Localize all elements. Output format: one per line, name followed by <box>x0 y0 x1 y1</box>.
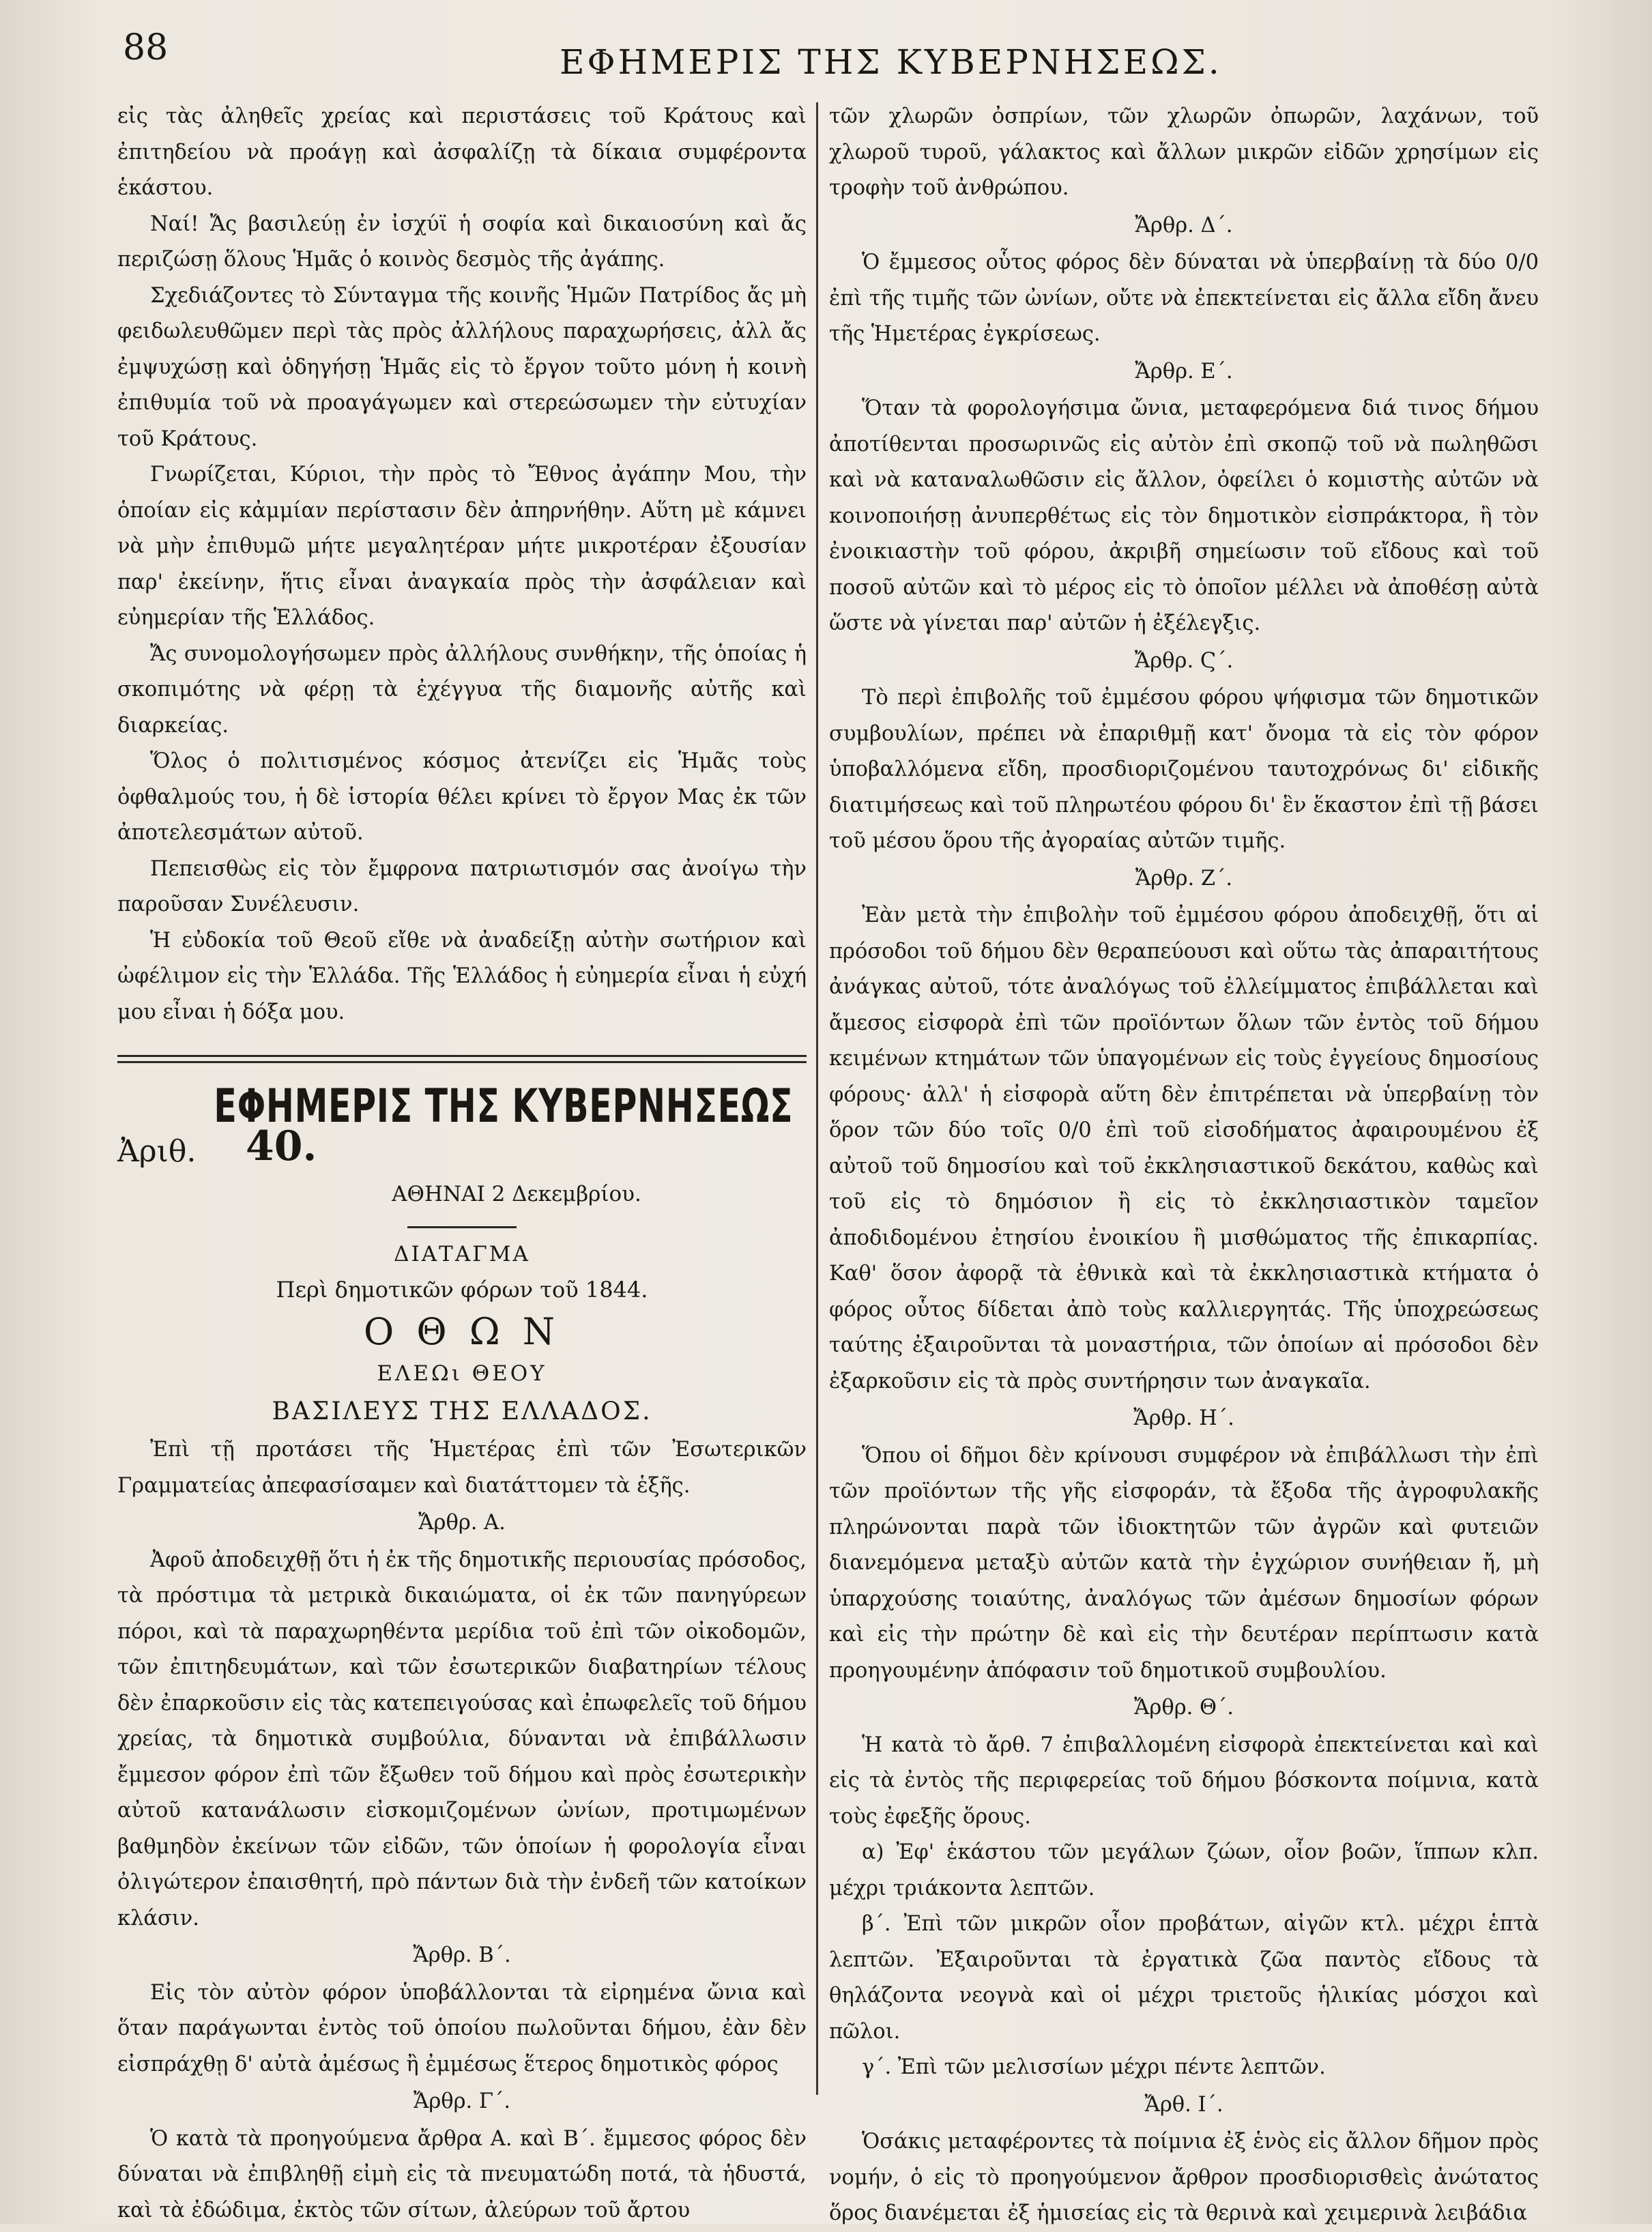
kingdom-title: ΒΑΣΙΛΕΥΣ ΤΗΣ ΕΛΛΑΔΟΣ. <box>272 1397 652 1425</box>
by-grace-of-god: ΕΛΕΩι ΘΕΟΥ <box>377 1361 547 1386</box>
date-line: ΑΘΗΝΑΙ 2 Δεκεμβρίου. <box>392 1182 641 1206</box>
preamble: Ἐπὶ τῇ προτάσει τῆς Ἡμετέρας ἐπὶ τῶν Ἐσωτερικῶν Γραμματείας ἀπεφασίσαμεν καὶ διατάττομεν τὰ ἑξῆς. <box>117 1438 807 1498</box>
list-item: γ΄. Ἐπὶ τῶν μελισσίων μέχρι πέντε λεπτῶν. <box>862 2055 1326 2079</box>
article-heading: Ἄρθρ. Α. <box>418 1511 506 1535</box>
article-heading: Ἄρθρ. Θ΄. <box>1134 1696 1234 1720</box>
article-text: Ὁ κατὰ τὰ προηγούμενα ἄρθρα Α. καὶ Β΄. ἔμμεσος φόρος δὲν δύναται νὰ ἐπιβληθῇ εἰμὴ εἰς τὰ πνευματώδη ποτά, τὰ ἡδυστά, καὶ τὰ ἐδώδιμα, ἐκτὸς τῶν σίτων, ἀλεύρων τοῦ ἄρτου <box>117 2126 807 2222</box>
list-item: α) Ἐφ' ἑκάστου τῶν μεγάλων ζώων, οἷον βοῶν, ἵππων κλπ. μέχρι τριάκοντα λεπτῶν. <box>829 1840 1539 1900</box>
page-number: 88 <box>123 27 169 68</box>
article-text: Τὸ περὶ ἐπιβολῆς τοῦ ἐμμέσου φόρου ψήφισμα τῶν δημοτικῶν συμβουλίων, πρέπει νὰ ἐπαριθμῇ κατ' ὄνομα τὰ εἰς τὸν φόρον ὑποβαλλόμενα εἴδη, προσδιοριζομένου ταυτοχρόνως δι' εἰδικῆς διατιμήσεως καὶ τοῦ πληρωτέου φόρου δι' ἓν ἕκαστον ἐπὶ τῇ βάσει τοῦ μέσου ὅρου τῆς ἀγοραίας αὐτῶν τιμῆς. <box>829 686 1539 853</box>
article-heading: Ἄρθρ. Ζ΄. <box>1135 866 1233 890</box>
paragraph: Πεπεισθὼς εἰς τὸν ἔμφρονα πατριωτισμόν σας ἀνοίγω τὴν παροῦσαν Συνέλευσιν. <box>117 856 807 916</box>
paragraph: Ἡ εὐδοκία τοῦ Θεοῦ εἴθε νὰ ἀναδείξῃ αὐτὴν σωτήριον καὶ ὠφέλιμον εἰς τὴν Ἑλλάδα. Τῆς Ἑλλάδος ἡ εὐημερία εἶναι ἡ εὐχή μου εἶναι ἡ δόξα μου. <box>117 928 807 1024</box>
article-text: Ὅπου οἱ δῆμοι δὲν κρίνουσι συμφέρον νὰ ἐπιβάλλωσι τὴν ἐπὶ τῶν προϊόντων τῆς γῆς εἰσφοράν, τὰ ἔξοδα τῆς ἀγροφυλακῆς πληρώνονται παρὰ τῶν ἰδιοκτητῶν τῶν ἀγρῶν καὶ φυτειῶν διανεμόμενα μεταξὺ αὐτῶν κατὰ τὴν ἐγχώριον συνήθειαν ἤ, μὴ ὑπαρχούσης τοιαύτης, ἀναλόγως τῶν ἀμέσων δημοσίων φόρων καὶ εἰς τὴν πρώτην δὲ καὶ εἰς τὴν δευτέραν περίπτωσιν κατὰ προηγουμένην ἀπόφασιν τοῦ δημοτικοῦ συμβουλίου. <box>829 1443 1539 1683</box>
list-item: β΄. Ἐπὶ τῶν μικρῶν οἷον προβάτων, αἰγῶν κτλ. μέχρι ἑπτὰ λεπτῶν. Ἐξαιροῦνται τὰ ἐργατικὰ ζῶα παντὸς εἴδους τὰ θηλάζοντα νεογνὰ καὶ οἱ μέχρι τριετοῦς ἡλικίας μόσχοι καὶ πῶλοι. <box>829 1912 1539 2044</box>
paragraph: εἰς τὰς ἀληθεῖς χρείας καὶ περιστάσεις τοῦ Κράτους καὶ ἐπιτηδείου νὰ προάγῃ καὶ ἀσφαλίζῃ τὰ δίκαια συμφέροντα ἑκάστου. <box>117 104 807 200</box>
article-text: Ὁσάκις μεταφέροντες τὰ ποίμνια ἐξ ἑνὸς εἰς ἄλλον δῆμον πρὸς νομήν, ὁ εἰς τὸ προηγούμενον ἄρθρον προσδιορισθεὶς ἀνώτατος ὅρος διανέμεται ἐξ ἡμισείας εἰς τὰ θερινὰ καὶ χειμερινὰ λειβάδια <box>829 2130 1539 2225</box>
gazette-title: ΕΦΗΜΕΡΙΣ ΤΗΣ ΚΥΒΕΡΝΗΣΕΩΣ <box>214 1079 794 1133</box>
paragraph: Σχεδιάζοντες τὸ Σύνταγμα τῆς κοινῆς Ἡμῶν Πατρίδος ἄς μὴ φειδωλευθῶμεν περὶ τὰς πρὸς ἀλλήλους παραχωρήσεις, ἀλλ ἄς ἐμψυχώσῃ καὶ ὁδηγήσῃ Ἡμᾶς εἰς τὸ ἔργον τοῦτο μόνη ἡ κοινὴ ἐπιθυμία τοῦ νὰ προαγάγωμεν καὶ στερεώσωμεν τὴν εὐτυχίαν τοῦ Κράτους. <box>117 283 807 451</box>
paragraph: Γνωρίζεται, Κύριοι, τὴν πρὸς τὸ Ἔθνος ἀγάπην Μου, τὴν ὁποίαν εἰς κἀμμίαν περίστασιν δὲν ἀπηρνήθην. Αὕτη μὲ κάμνει νὰ μὴν ἐπιθυμῶ μήτε μεγαλητέραν μήτε μικροτέραν ἐξουσίαν παρ' ἐκείνην, ἥτις εἶναι ἀναγκαία πρὸς τὴν ἀσφάλειαν καὶ εὐημερίαν τῆς Ἑλλάδος. <box>117 463 807 630</box>
article-heading: Ἄρθ. Ι΄. <box>1144 2092 1223 2117</box>
issue-label: Ἀριθ. <box>117 1134 197 1169</box>
article-heading: Ἄρθρ. Ϛ΄. <box>1134 648 1234 673</box>
article-heading: Ἄρθρ. Γ΄. <box>413 2089 511 2113</box>
paragraph: Ὅλος ὁ πολιτισμένος κόσμος ἀτενίζει εἰς Ἡμᾶς τοὺς ὀφθαλμούς του, ἡ δὲ ἱστορία θέλει κρίνει τὸ ἔργον Μας ἐκ τῶν ἀποτελεσμάτων αὐτοῦ. <box>117 749 807 845</box>
short-divider <box>407 1226 517 1228</box>
article-text: Εἰς τὸν αὐτὸν φόρον ὑποβάλλονται τὰ εἰρημένα ὤνια καὶ ὅταν παράγωνται ἐντὸς τοῦ ὁποίου πωλοῦνται δήμου, ἐὰν δὲν εἰσπράχθῃ δ' αὐτὰ ἀμέσως ἢ ἐμμέσως ἕτερος δημοτικὸς φόρος <box>117 1980 807 2076</box>
decree-title: ΔΙΑΤΑΓΜΑ <box>394 1241 530 1266</box>
section-divider <box>117 1055 807 1063</box>
article-text: Ἐὰν μετὰ τὴν ἐπιβολὴν τοῦ ἐμμέσου φόρου ἀποδειχθῇ, ὅτι αἱ πρόσοδοι τοῦ δήμου δὲν θεραπεύουσι καὶ οὕτω τὰς ἀπαραιτήτους ἀνάγκας αὐτοῦ, τότε ἀναλόγως τοῦ ἐλλείμματος ἐπιβάλλεται καὶ ἄμεσος εἰσφορὰ ἐπὶ τῶν προϊόντων ὅλων τῶν ἐντὸς τοῦ δήμου κειμένων κτημάτων τῶν ὑπαγομένων εἰς τοὺς ἐγγείους δημοσίους φόρους· ἀλλ' ἡ εἰσφορὰ αὕτη δὲν ἐπιτρέπεται νὰ ὑπερβαίνῃ τὸν ὅρον τῶν δύο τοῖς 0/0 ἐπὶ τοῦ εἰσοδήματος ἀφαιρουμένου ἐξ αὐτοῦ τοῦ δημοσίου καὶ τοῦ ἐκκλησιαστικοῦ δεκάτου, καθὼς καὶ τοῦ εἰς τὸ δημόσιον ἢ εἰς τὸ ἐκκλησιαστικὸν ταμεῖον ἀποδιδομένου ἐτησίου ἐνοικίου ἢ μισθώματος τῆς ἐπικαρπίας. Καθ' ὅσον ἀφορᾷ τὰ ἐθνικὰ καὶ τὰ ἐκκλησιαστικὰ κτήματα ὁ φόρος οὗτος δίδεται ἀπὸ τοὺς καλλιεργητάς. Τῆς ὑποχρεώσεως ταύτης ἐξαιροῦνται τὰ μοναστήρια, τῶν ὁποίων αἱ πρόσοδοι δὲν ἐξαρκοῦσιν εἰς τὰ πρὸς συντήρησιν των ἀναγκαῖα. <box>829 903 1539 1393</box>
issue-number: 40. <box>246 1122 317 1170</box>
page-header <box>123 27 1556 82</box>
article-heading: Ἄρθρ. Β΄. <box>413 1943 511 1967</box>
issue-row <box>117 1122 807 1176</box>
article-heading: Ἄρθρ. Η΄. <box>1133 1406 1234 1430</box>
article-heading: Ἄρθρ. Δ΄. <box>1135 213 1233 237</box>
column-divider <box>816 102 818 2095</box>
article-text: Ἀφοῦ ἀποδειχθῇ ὅτι ἡ ἐκ τῆς δημοτικῆς περιουσίας πρόσοδος, τὰ πρόστιμα τὰ μετρικὰ δικαιώματα, οἱ ἐκ τῶν πανηγύρεων πόροι, καὶ τὰ παραχωρηθέντα μερίδια τοῦ ἐπὶ τῶν οἰκοδομῶν, τῶν ἐπιτηδευμάτων, καὶ τῶν ἐσωτερικῶν διαβατηρίων τέλους δὲν ἐπαρκοῦσιν εἰς τὰς κατεπειγούσας καὶ ἐπωφελεῖς τοῦ δήμου χρείας, τὰ δημοτικὰ συμβούλια, δύνανται νὰ ἐπιβάλλωσιν ἔμμεσον φόρον ἐπὶ τῶν ἔξωθεν τοῦ δήμου καὶ πρὸς ἐσωτερικὴν αὐτοῦ κατανάλωσιν εἰσκομιζομένων ὠνίων, προτιμωμένων βαθμηδὸν ἐκείνων τῶν εἰδῶν, τῶν ὁποίων ἡ φορολογία εἶναι ὀλιγώτερον ἐπαισθητή, πρὸ πάντων διὰ τὴν ἐνδεῆ τῶν κατοίκων κλάσιν. <box>117 1548 807 1930</box>
left-column <box>117 99 807 2229</box>
king-name: Ο Θ Ω Ν <box>363 1309 561 1353</box>
paragraph: Ἄς συνομολογήσωμεν πρὸς ἀλλήλους συνθήκην, τῆς ὁποίας ἡ σκοπιμότης νὰ φέρῃ τὰ ἐχέγγυα τῆς διαμονῆς αὐτῆς καὶ διαρκείας. <box>117 641 807 738</box>
article-text: Ὁ ἔμμεσος οὗτος φόρος δὲν δύναται νὰ ὑπερβαίνῃ τὰ δύο 0/0 ἐπὶ τῆς τιμῆς τῶν ὠνίων, οὔτε νὰ ἐπεκτείνεται εἰς ἄλλα εἴδη ἄνευ τῆς Ἡμετέρας ἐγκρίσεως. <box>829 250 1539 346</box>
right-column <box>829 99 1539 2232</box>
paragraph: τῶν χλωρῶν ὀσπρίων, τῶν χλωρῶν ὀπωρῶν, λαχάνων, τοῦ χλωροῦ τυροῦ, γάλακτος καὶ ἄλλων μικρῶν εἰδῶν χρησίμων εἰς τροφὴν τοῦ ἀνθρώπου. <box>829 104 1539 200</box>
paragraph: Ναί! Ἄς βασιλεύῃ ἐν ἰσχύϊ ἡ σοφία καὶ δικαιοσύνη καὶ ἄς περιζώσῃ ὅλους Ἡμᾶς ὁ κοινὸς δεσμὸς τῆς ἀγάπης. <box>117 212 807 272</box>
running-title: ΕΦΗΜΕΡΙΣ ΤΗΣ ΚΥΒΕΡΝΗΣΕΩΣ. <box>560 42 1222 82</box>
article-text: Ὅταν τὰ φορολογήσιμα ὤνια, μεταφερόμενα διά τινος δήμου ἀποτίθενται προσωρινῶς εἰς αὐτὸν ἐπὶ σκοπῷ τοῦ νὰ πωληθῶσι καὶ νὰ καταναλωθῶσιν εἰς ἄλλον, ὀφείλει ὁ κομιστὴς αὐτῶν νὰ κοινοποιήσῃ ἀνυπερθέτως εἰς τὸν δημοτικὸν εἰσπράκτορα, ἢ τὸν ἐνοικιαστὴν τοῦ φόρου, ἀκριβῆ σημείωσιν τοῦ εἴδους καὶ τοῦ ποσοῦ αὐτῶν καὶ τὸ μέρος εἰς τὸ ὁποῖον μέλλει νὰ ἀποθέσῃ αὐτὰ ὥστε νὰ γίνεται παρ' αὐτῶν ἡ ἐξέλεγξις. <box>829 396 1539 635</box>
article-text: Ἡ κατὰ τὸ ἄρθ. 7 ἐπιβαλλομένη εἰσφορὰ ἐπεκτείνεται καὶ καὶ εἰς τὰ ἐντὸς τῆς περιφερείας τοῦ δήμου βόσκοντα ποίμνια, κατὰ τοὺς ἐφεξῆς ὅρους. <box>829 1733 1539 1829</box>
article-heading: Ἄρθρ. Ε΄. <box>1135 359 1233 383</box>
decree-subject: Περὶ δημοτικῶν φόρων τοῦ 1844. <box>276 1277 648 1303</box>
